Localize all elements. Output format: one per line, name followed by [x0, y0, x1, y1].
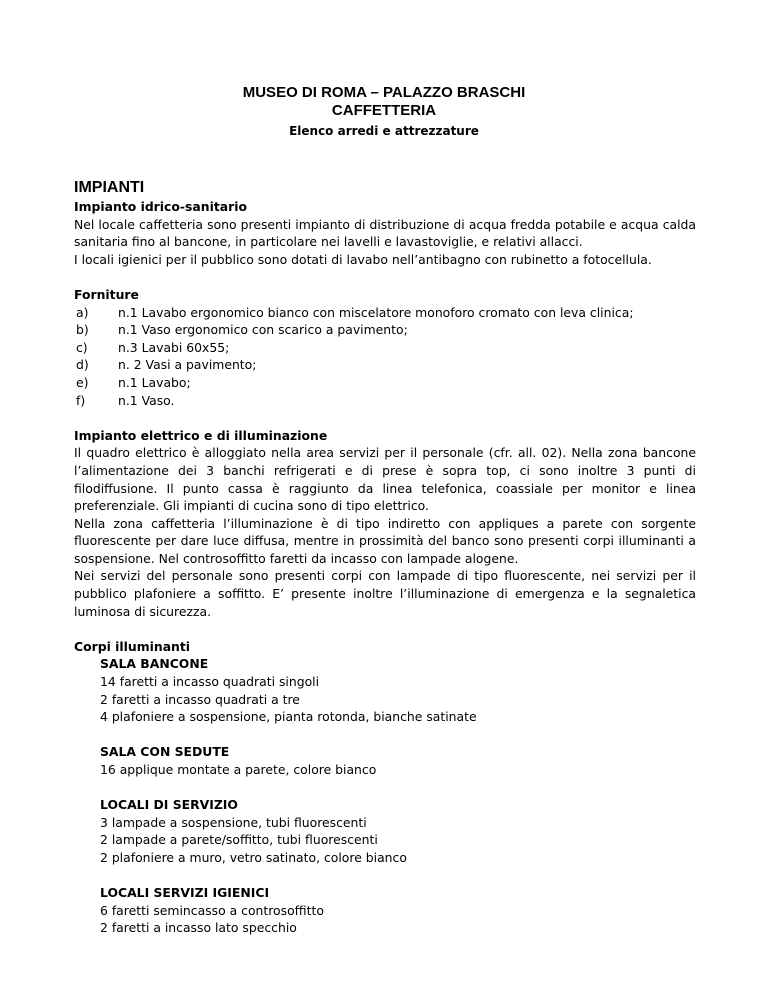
list-item-text: n.3 Lavabi 60x55;: [118, 339, 230, 355]
group-locali-servizi-igienici: [74, 884, 696, 937]
group-sala-bancone: [74, 655, 696, 725]
list-item: [74, 321, 696, 339]
list-item: [74, 339, 696, 357]
list-item-text: n.1 Lavabo;: [118, 374, 191, 390]
section-title-impianti: IMPIANTI: [74, 179, 145, 196]
list-item: 2 lampade a parete/soffitto, tubi fluorescenti: [100, 832, 378, 848]
group-title: SALA CON SEDUTE: [100, 744, 230, 760]
list-marker: b): [76, 322, 89, 338]
document-body: [74, 178, 696, 937]
list-item: 4 plafoniere a sospensione, pianta rotonda, bianche satinate: [100, 709, 477, 725]
list-marker: e): [76, 374, 89, 390]
paragraph-idrico-2: I locali igienici per il pubblico sono dotati di lavabo nell’antibagno con rubinetto a fotocellula.: [74, 251, 652, 267]
list-item: 2 plafoniere a muro, vetro satinato, colore bianco: [100, 849, 407, 865]
paragraph-elettrico-1: Il quadro elettrico è alloggiato nella area servizi per il personale (cfr. all. 02). Nella zona bancone l’alimentazione dei 3 banchi refrigerati e di prese è sopra top, ci sono inoltre 3 punti di filodiffusione. Il punto cassa è raggiunto da linea telefonica, coassiale per monitor e linea preferenziale. Gli impianti di cucina sono di tipo elettrico.: [74, 445, 696, 514]
museum-title: MUSEO DI ROMA – PALAZZO BRASCHI: [242, 84, 526, 101]
paragraph-idrico-1: Nel locale caffetteria sono presenti impianto di distribuzione di acqua fredda potabile e acqua calda sanitaria fino al bancone, in particolare nei lavelli e lavastoviglie, e relativi allacci.: [74, 216, 696, 250]
document-subtitle: Elenco arredi e attrezzature: [289, 124, 479, 138]
list-marker: d): [76, 357, 89, 373]
heading-forniture: Forniture: [74, 286, 139, 302]
list-item: 2 faretti a incasso lato specchio: [100, 920, 297, 936]
document-header: [0, 84, 768, 140]
group-title: LOCALI DI SERVIZIO: [100, 797, 238, 813]
list-item: 16 applique montate a parete, colore bianco: [100, 762, 377, 777]
list-item: [74, 356, 696, 374]
list-marker: a): [76, 304, 89, 320]
paragraph-elettrico-3: Nei servizi del personale sono presenti corpi con lampade di tipo fluorescente, nei servizi per il pubblico plafoniere a soffitto. E’ presente inoltre l’illuminazione di emergenza e la segnaletica luminosa di sicurezza.: [74, 568, 696, 619]
list-item: 2 faretti a incasso quadrati a tre: [100, 691, 300, 707]
venue-title: CAFFETTERIA: [331, 102, 437, 119]
list-item: 3 lampade a sospensione, tubi fluorescenti: [100, 814, 367, 830]
group-title: LOCALI SERVIZI IGIENICI: [100, 885, 270, 901]
list-item: 6 faretti semincasso a controsoffitto: [100, 902, 324, 918]
group-sala-con-sedute: [74, 743, 696, 778]
list-item-text: n.1 Lavabo ergonomico bianco con miscelatore monoforo cromato con leva clinica;: [118, 304, 634, 320]
group-locali-di-servizio: [74, 796, 696, 866]
paragraph-elettrico-2: Nella zona caffetteria l’illuminazione è di tipo indiretto con appliques a parete con sorgente fluorescente per dare luce diffusa, mentre in prossimità del banco sono presenti corpi illuminanti a sospensione. Nel controsoffitto faretti da incasso con lampade alogene.: [74, 515, 696, 566]
list-item-text: n.1 Vaso.: [118, 392, 175, 408]
list-marker: c): [76, 339, 88, 355]
list-item: 14 faretti a incasso quadrati singoli: [100, 674, 320, 690]
list-item: [74, 304, 696, 322]
heading-impianto-elettrico: Impianto elettrico e di illuminazione: [74, 427, 328, 443]
list-item-text: n. 2 Vasi a pavimento;: [118, 357, 257, 373]
list-item-text: n.1 Vaso ergonomico con scarico a pavimento;: [118, 322, 408, 338]
heading-impianto-idrico: Impianto idrico-sanitario: [74, 199, 248, 214]
forniture-list: [74, 304, 696, 410]
list-item: [74, 374, 696, 392]
heading-corpi-illuminanti: Corpi illuminanti: [74, 638, 191, 654]
list-marker: f): [76, 392, 86, 408]
group-title: SALA BANCONE: [100, 656, 209, 672]
list-item: [74, 392, 696, 410]
